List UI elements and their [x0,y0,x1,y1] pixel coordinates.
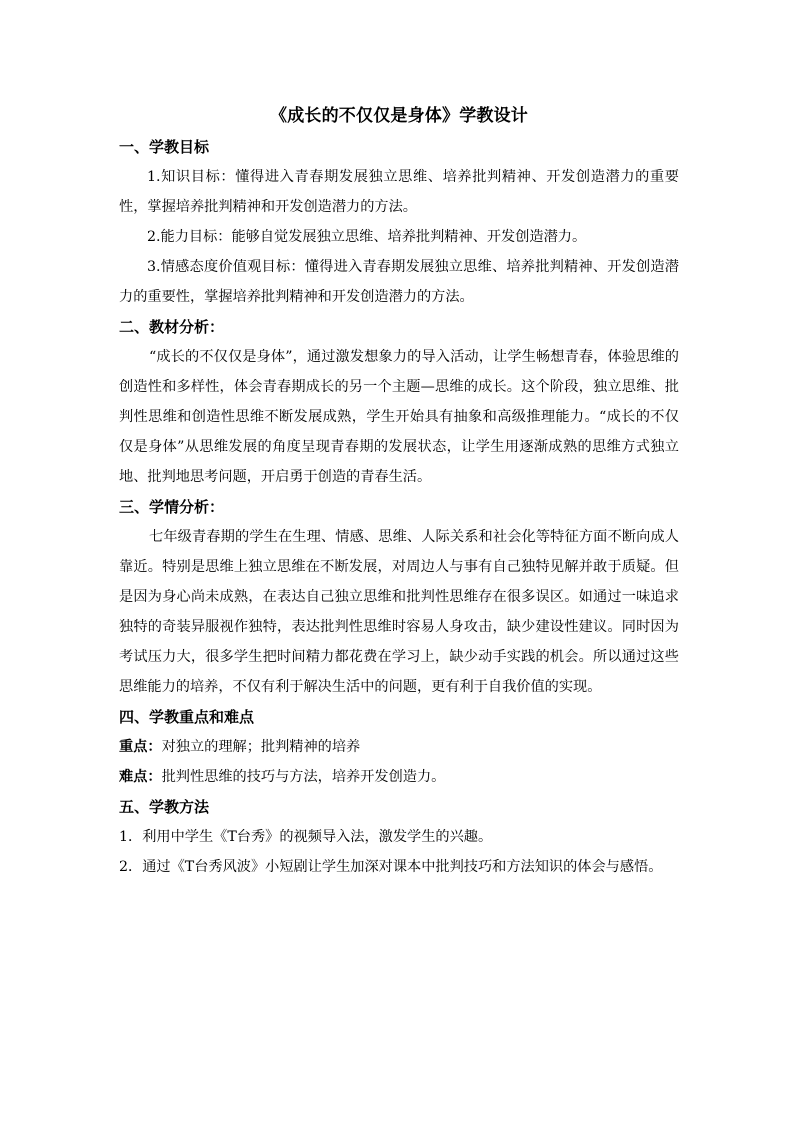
objective-ability: 2.能力目标：能够自觉发展独立思维、培养批判精神、开发创造潜力。 [147,229,587,245]
difficult-point-label: 难点： [119,769,162,785]
section-heading-material-analysis: 二、教材分析： [119,318,225,336]
section-heading-objectives: 一、学教目标 [119,138,210,156]
difficult-point-line [119,762,679,792]
material-analysis-text: “成长的不仅仅是身体”，通过激发想象力的导入活动，让学生畅想青春，体验思维的创造性和多样性，体会青春期成长的另一个主题—思维的成长。这个阶段，独立思维、批判性思维和创造性思维不断发展成熟，学生开始具有抽象和高级推理能力。“成长的不仅仅是身体”从思维发展的角度呈现青春期的发展状态，让学生用逐渐成熟的思维方式独立地、批判地思考问题，开启勇于创造的青春生活。 [119,349,679,485]
difficult-point-text: 批判性思维的技巧与方法，培养开发创造力。 [161,769,446,785]
key-point-text: 对独立的理解；批判精神的培养 [161,739,361,755]
method-item-1: 1．利用中学生《T台秀》的视频导入法，激发学生的兴趣。 [119,829,493,845]
objective-knowledge: 1.知识目标：懂得进入青春期发展独立思维、培养批判精神、开发创造潜力的重要性，掌握培养批判精神和开发创造潜力的方法。 [119,169,679,215]
objective-emotion: 3.情感态度价值观目标：懂得进入青春期发展独立思维、培养批判精神、开发创造潜力的重要性，掌握培养批判精神和开发创造潜力的方法。 [119,259,679,305]
key-point-label: 重点： [119,739,162,755]
document-page [119,100,679,882]
document-title: 《成长的不仅仅是身体》学教设计 [270,106,528,126]
method-item-2: 2．通过《T台秀风波》小短剧让学生加深对课本中批判技巧和方法知识的体会与感悟。 [119,859,663,875]
student-analysis-text: 七年级青春期的学生在生理、情感、思维、人际关系和社会化等特征方面不断向成人靠近。特别是思维上独立思维在不断发展，对周边人与事有自己独特见解并敢于质疑。但是因为身心尚未成熟，在表达自己独立思维和批判性思维存在很多误区。如通过一味追求独特的奇装异服视作独特，表达批判性思维时容易人身攻击，缺少建设性建议。同时因为考试压力大，很多学生把时间精力都花费在学习上，缺少动手实践的机会。所以通过这些思维能力的培养，不仅有利于解决生活中的问题，更有利于自我价值的实现。 [119,529,679,695]
section-heading-key-points: 四、学教重点和难点 [119,708,255,726]
section-heading-methods: 五、学教方法 [119,798,210,816]
key-point-line [119,732,679,762]
section-heading-student-analysis: 三、学情分析： [119,498,225,516]
